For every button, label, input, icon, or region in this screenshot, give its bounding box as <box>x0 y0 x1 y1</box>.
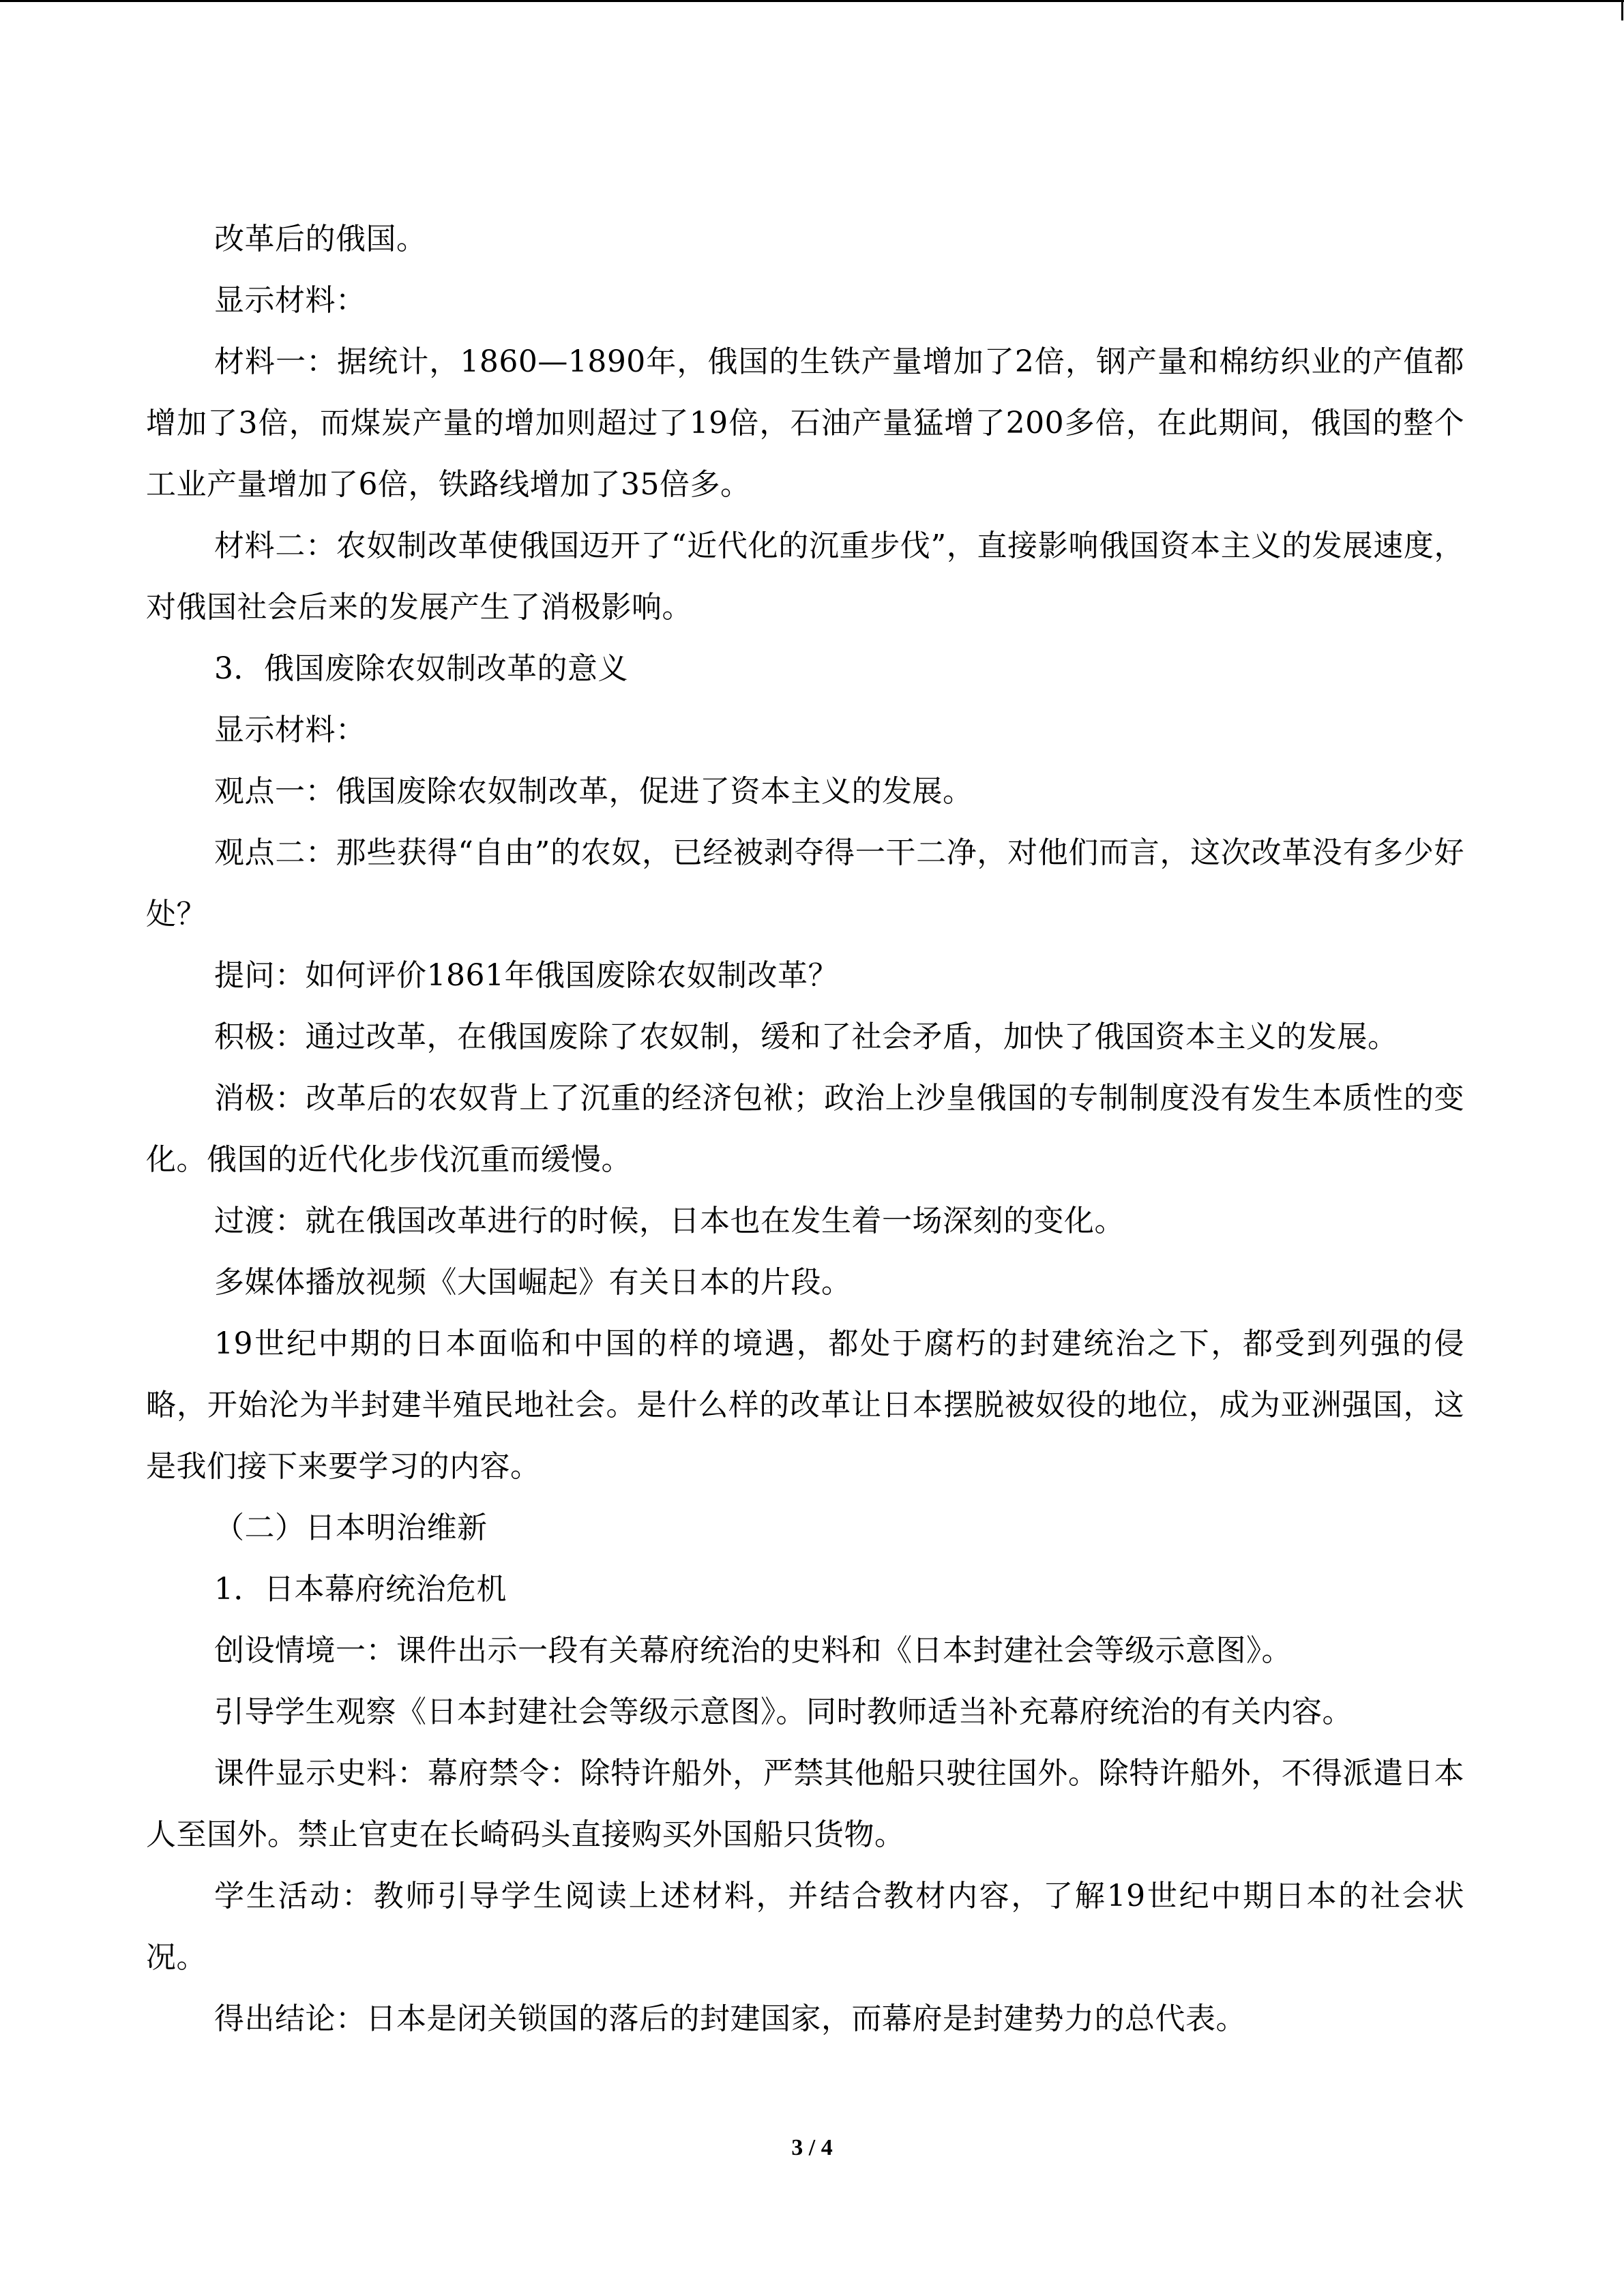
paragraph: 创设情境一：课件出示一段有关幕府统治的史料和《日本封建社会等级示意图》。 <box>214 1633 1292 1668</box>
page-number: 3 / 4 <box>791 2135 833 2160</box>
paragraph: 19世纪中期的日本面临和中国的样的境遇，都处于腐朽的封建统治之下，都受到列强的侵略，开始沦为半封建半殖民地社会。是什么样的改革让日本摆脱被奴役的地位，成为亚洲强国，这是我们接下来要学习的内容。 <box>146 1326 1464 1484</box>
paragraph: 显示材料： <box>214 283 366 318</box>
paragraph: 材料一：据统计，1860—1890年，俄国的生铁产量增加了2倍，钢产量和棉纺织业的产值都增加了3倍，而煤炭产量的增加则超过了19倍，石油产量猛增了200多倍，在此期间，俄国的整个工业产量增加了6倍，铁路线增加了35倍多。 <box>146 344 1464 502</box>
section-heading: 1．日本幕府统治危机 <box>214 1572 507 1607</box>
paragraph: 材料二：农奴制改革使俄国迈开了“近代化的沉重步伐”，直接影响俄国资本主义的发展速度，对俄国社会后来的发展产生了消极影响。 <box>146 528 1464 625</box>
document-body <box>146 209 1464 2050</box>
paragraph: 观点一：俄国废除农奴制改革，促进了资本主义的发展。 <box>214 774 973 809</box>
section-heading: 3．俄国废除农奴制改革的意义 <box>214 651 628 686</box>
paragraph: 课件显示史料：幕府禁令：除特许船外，严禁其他船只驶往国外。除特许船外，不得派遣日本人至国外。禁止官吏在长崎码头直接购买外国船只货物。 <box>146 1756 1464 1852</box>
paragraph: 积极：通过改革，在俄国废除了农奴制，缓和了社会矛盾，加快了俄国资本主义的发展。 <box>214 1019 1398 1054</box>
paragraph: 过渡：就在俄国改革进行的时候，日本也在发生着一场深刻的变化。 <box>214 1204 1125 1238</box>
paragraph: 多媒体播放视频《大国崛起》有关日本的片段。 <box>214 1265 852 1300</box>
paragraph: 引导学生观察《日本封建社会等级示意图》。同时教师适当补充幕府统治的有关内容。 <box>214 1695 1353 1729</box>
paragraph: 观点二：那些获得“自由”的农奴，已经被剥夺得一干二净，对他们而言，这次改革没有多少好处？ <box>146 835 1464 931</box>
paragraph: 得出结论：日本是闭关锁国的落后的封建国家，而幕府是封建势力的总代表。 <box>214 2001 1246 2036</box>
right-edge-mark <box>1621 0 1623 20</box>
top-border-line <box>0 0 1624 2</box>
paragraph: 提问：如何评价1861年俄国废除农奴制改革？ <box>214 958 838 993</box>
paragraph: 改革后的俄国。 <box>214 222 427 256</box>
paragraph: 学生活动：教师引导学生阅读上述材料，并结合教材内容，了解19世纪中期日本的社会状况。 <box>146 1879 1464 1975</box>
paragraph: 显示材料： <box>214 713 366 747</box>
section-heading: （二）日本明治维新 <box>214 1510 488 1545</box>
paragraph: 消极：改革后的农奴背上了沉重的经济包袱；政治上沙皇俄国的专制制度没有发生本质性的变化。俄国的近代化步伐沉重而缓慢。 <box>146 1081 1464 1177</box>
